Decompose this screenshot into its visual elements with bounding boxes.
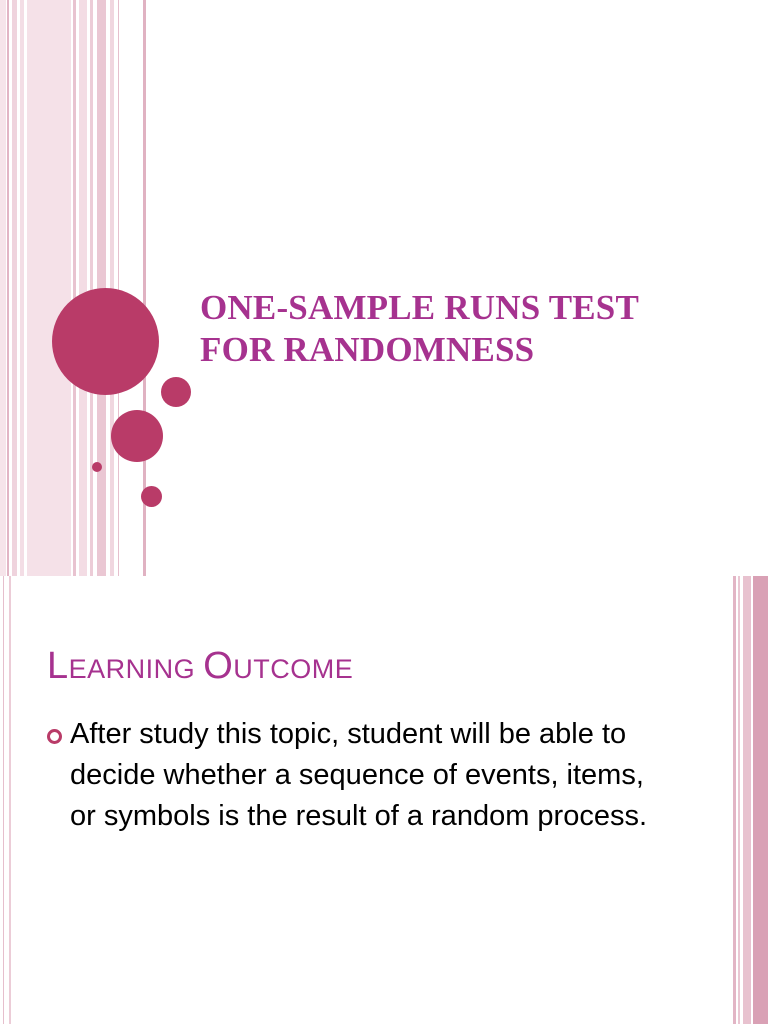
decorative-stripe: [733, 576, 736, 1024]
decorative-stripe: [753, 576, 768, 1024]
decorative-stripe: [7, 0, 9, 576]
decorative-stripe: [738, 576, 740, 1024]
slide-title: [200, 287, 740, 371]
heading-initial: L: [47, 645, 69, 687]
decorative-stripe: [0, 0, 6, 576]
decorative-stripe: [9, 576, 11, 1024]
decorative-stripe: [27, 0, 71, 576]
decorative-circle-small: [161, 377, 191, 407]
bullet-text: After study this topic, student will be able to decide whether a sequence of events, items, or symbols is the result of a random process.: [70, 718, 648, 832]
slide-title-line-2: FOR RANDOMNESS: [200, 330, 535, 369]
slide-title-line-1: ONE-SAMPLE RUNS TEST: [200, 288, 640, 327]
decorative-stripe: [90, 0, 93, 576]
list-item: [46, 714, 666, 837]
heading-word-rest: UTCOME: [233, 654, 354, 684]
content-slide: [0, 576, 768, 1024]
decorative-stripe: [12, 0, 17, 576]
decorative-circle-tiny: [92, 462, 102, 472]
decorative-stripe: [20, 0, 24, 576]
decorative-stripe: [743, 576, 751, 1024]
decorative-stripe: [79, 0, 87, 576]
decorative-stripe: [3, 576, 4, 1024]
decorative-circle-large: [52, 288, 159, 395]
decorative-stripe: [118, 0, 119, 576]
heading-word-rest: EARNING: [68, 654, 196, 684]
bullet-list: [46, 714, 666, 837]
decorative-circle-small: [141, 486, 162, 507]
decorative-stripe: [73, 0, 76, 576]
decorative-circle-medium: [111, 410, 163, 462]
ring-bullet-icon: [47, 729, 62, 744]
slide-heading: [47, 643, 353, 692]
heading-initial: O: [203, 645, 234, 687]
